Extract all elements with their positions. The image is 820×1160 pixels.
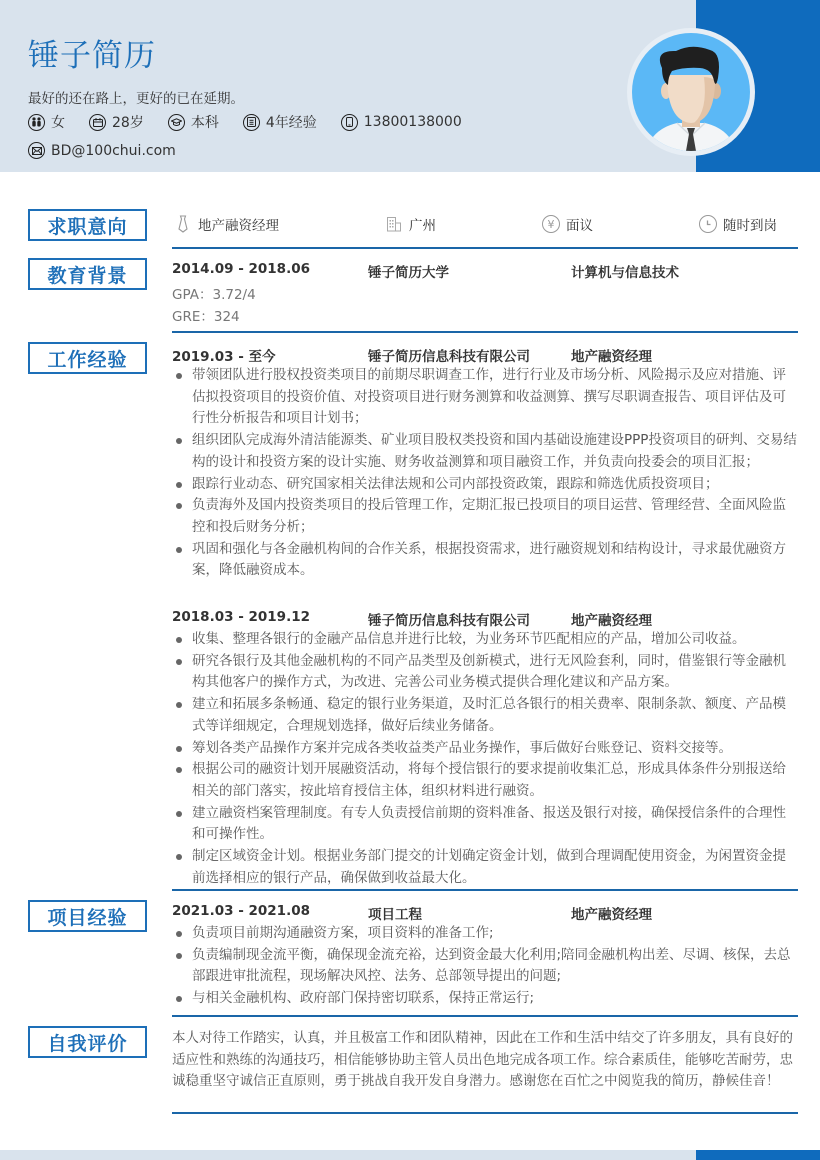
email-value: BD@100chui.com <box>51 142 176 159</box>
phone-icon <box>341 114 358 131</box>
intent-city <box>385 214 436 234</box>
project-header <box>172 903 798 921</box>
section-label-work: 工作经验 <box>28 342 147 374</box>
job-period: 2018.03 - 2019.12 <box>172 609 310 625</box>
intent-availability <box>699 214 777 234</box>
section-label-intent: 求职意向 <box>28 209 147 241</box>
project-name: 项目工程 <box>368 907 422 923</box>
education-header <box>172 261 798 279</box>
education-school: 锤子简历大学 <box>368 265 449 281</box>
job-duties-list <box>172 365 798 582</box>
project-period: 2021.03 - 2021.08 <box>172 903 310 919</box>
intent-position <box>174 214 279 234</box>
list-item: 筹划各类产品操作方案并完成各类收益类产品业务操作，事后做好台账登记、资料交接等。 <box>172 738 798 760</box>
gender-icon <box>28 114 45 131</box>
list-item: 根据公司的融资计划开展融资活动，将每个授信银行的要求提前收集汇总，形成具体条件分别报送给相关的部门落实，按此培育授信主体，组织材料进行融资。 <box>172 759 798 802</box>
job-period: 2019.03 - 至今 <box>172 349 276 365</box>
info-phone <box>341 114 462 131</box>
list-item: 带领团队进行股权投资类项目的前期尽职调查工作，进行行业及市场分析、风险揭示及应对措施、评估拟投资项目的投资价值、对投资项目进行财务测算和收益测算、撰写尽职调查报告、项目评估及可行性分析报告和项目计划书； <box>172 365 798 430</box>
job-title: 地产融资经理 <box>571 349 652 365</box>
info-experience <box>243 112 317 132</box>
divider <box>172 1015 798 1017</box>
yuan-icon: ¥ <box>542 215 560 233</box>
job-company: 锤子简历信息科技有限公司 <box>368 613 530 629</box>
list-item: 巩固和强化与各金融机构间的合作关系，根据投资需求，进行融资规划和结构设计，寻求最优融资方案，降低融资成本。 <box>172 539 798 582</box>
list-item: 与相关金融机构、政府部门保持密切联系，保持正常运行; <box>172 988 798 1010</box>
personal-info-row <box>28 112 486 132</box>
footer-accent-block <box>696 1150 820 1160</box>
list-item: 组织团队完成海外清洁能源类、矿业项目股权类投资和国内基础设施建设PPP投资项目的研判、交易结构的设计和投资方案的设计实施、财务收益测算和项目融资工作，并负责向投委会的项目汇报； <box>172 430 798 473</box>
info-gender <box>28 112 65 132</box>
email-row <box>28 142 200 159</box>
list-item: 负责项目前期沟通融资方案，项目资料的准备工作; <box>172 923 798 945</box>
list-item: 研究各银行及其他金融机构的不同产品类型及创新模式，进行无风险套利，同时，借鉴银行等金融机构其他客户的操作方式，为改进、完善公司业务模式提供合理化建议和产品方案。 <box>172 651 798 694</box>
gender-value: 女 <box>51 115 65 131</box>
education-major: 计算机与信息技术 <box>571 265 679 281</box>
education-icon <box>168 114 185 131</box>
avatar <box>632 33 750 151</box>
section-label-project: 项目经验 <box>28 900 147 932</box>
age-value: 28岁 <box>112 115 144 131</box>
intent-salary-value: 面议 <box>566 218 593 234</box>
age-icon <box>89 114 106 131</box>
project-role: 地产融资经理 <box>571 907 652 923</box>
phone-value: 13800138000 <box>363 114 462 130</box>
self-evaluation-text: 本人对待工作踏实，认真，并且极富工作和团队精神，因此在工作和生活中结交了许多朋友，具有良好的适应性和熟练的沟通技巧，相信能够协助主管人员出色地完成各项工作。综合素质佳，能够吃苦耐劳，忠诚稳重坚守诚信正直原则，勇于挑战自我开发自身潜力。感谢您在百忙之中阅览我的简历，静候佳音！ <box>172 1030 793 1089</box>
list-item: 跟踪行业动态、研究国家相关法律法规和公司内部投资政策，跟踪和筛选优质投资项目； <box>172 474 798 496</box>
job-duties-list <box>172 629 798 889</box>
list-item: 建立和拓展多条畅通、稳定的银行业务渠道，及时汇总各银行的相关费率、限制条款、额度、产品模式等详细规定，合理规划选择，做好后续业务储备。 <box>172 694 798 737</box>
section-label-self: 自我评价 <box>28 1026 147 1058</box>
divider <box>172 247 798 249</box>
education-value: 本科 <box>190 115 219 131</box>
intent-availability-value: 随时到岗 <box>723 218 777 234</box>
motto: 最好的还在路上，更好的已在延期。 <box>28 91 244 107</box>
tie-icon <box>174 215 192 233</box>
job-intent-row <box>172 214 798 234</box>
info-education <box>168 112 219 132</box>
list-item: 建立融资档案管理制度。有专人负责授信前期的资料准备、报送及银行对接，确保授信条件的合理性和可操作性。 <box>172 803 798 846</box>
education-gre: GRE：324 <box>172 309 240 325</box>
education-period: 2014.09 - 2018.06 <box>172 261 310 277</box>
project-duties-list <box>172 923 798 1010</box>
job-header <box>172 609 798 627</box>
list-item: 制定区域资金计划。根据业务部门提交的计划确定资金计划，做到合理调配使用资金，为闲置资金提前选择相应的银行产品，确保做到收益最大化。 <box>172 846 798 889</box>
job-title: 地产融资经理 <box>571 613 652 629</box>
info-age <box>89 112 144 132</box>
intent-salary <box>542 214 593 234</box>
list-item: 负责编制现金流平衡，确保现金流充裕，达到资金最大化利用;陪同金融机构出差、尽调、核保，去总部跟进审批流程，现场解决风控、法务、总部领导提出的问题; <box>172 945 798 988</box>
job-header <box>172 345 798 363</box>
job-company: 锤子简历信息科技有限公司 <box>368 349 530 365</box>
divider <box>172 331 798 333</box>
info-email <box>28 142 176 159</box>
resume-title: 锤子简历 <box>28 38 156 74</box>
building-icon <box>385 215 403 233</box>
divider <box>172 1112 798 1114</box>
divider <box>172 889 798 891</box>
intent-position-value: 地产融资经理 <box>198 218 279 234</box>
email-icon <box>28 142 45 159</box>
list-item: 收集、整理各银行的金融产品信息并进行比较，为业务环节匹配相应的产品，增加公司收益。 <box>172 629 798 651</box>
section-label-education: 教育背景 <box>28 258 147 290</box>
list-item: 负责海外及国内投资类项目的投后管理工作，定期汇报已投项目的项目运营、管理经营、全面风险监控和投后财务分析； <box>172 495 798 538</box>
experience-value: 4年经验 <box>265 115 317 131</box>
clock-icon <box>699 215 717 233</box>
education-gpa: GPA：3.72/4 <box>172 287 256 303</box>
experience-icon <box>243 114 260 131</box>
intent-city-value: 广州 <box>409 218 436 234</box>
